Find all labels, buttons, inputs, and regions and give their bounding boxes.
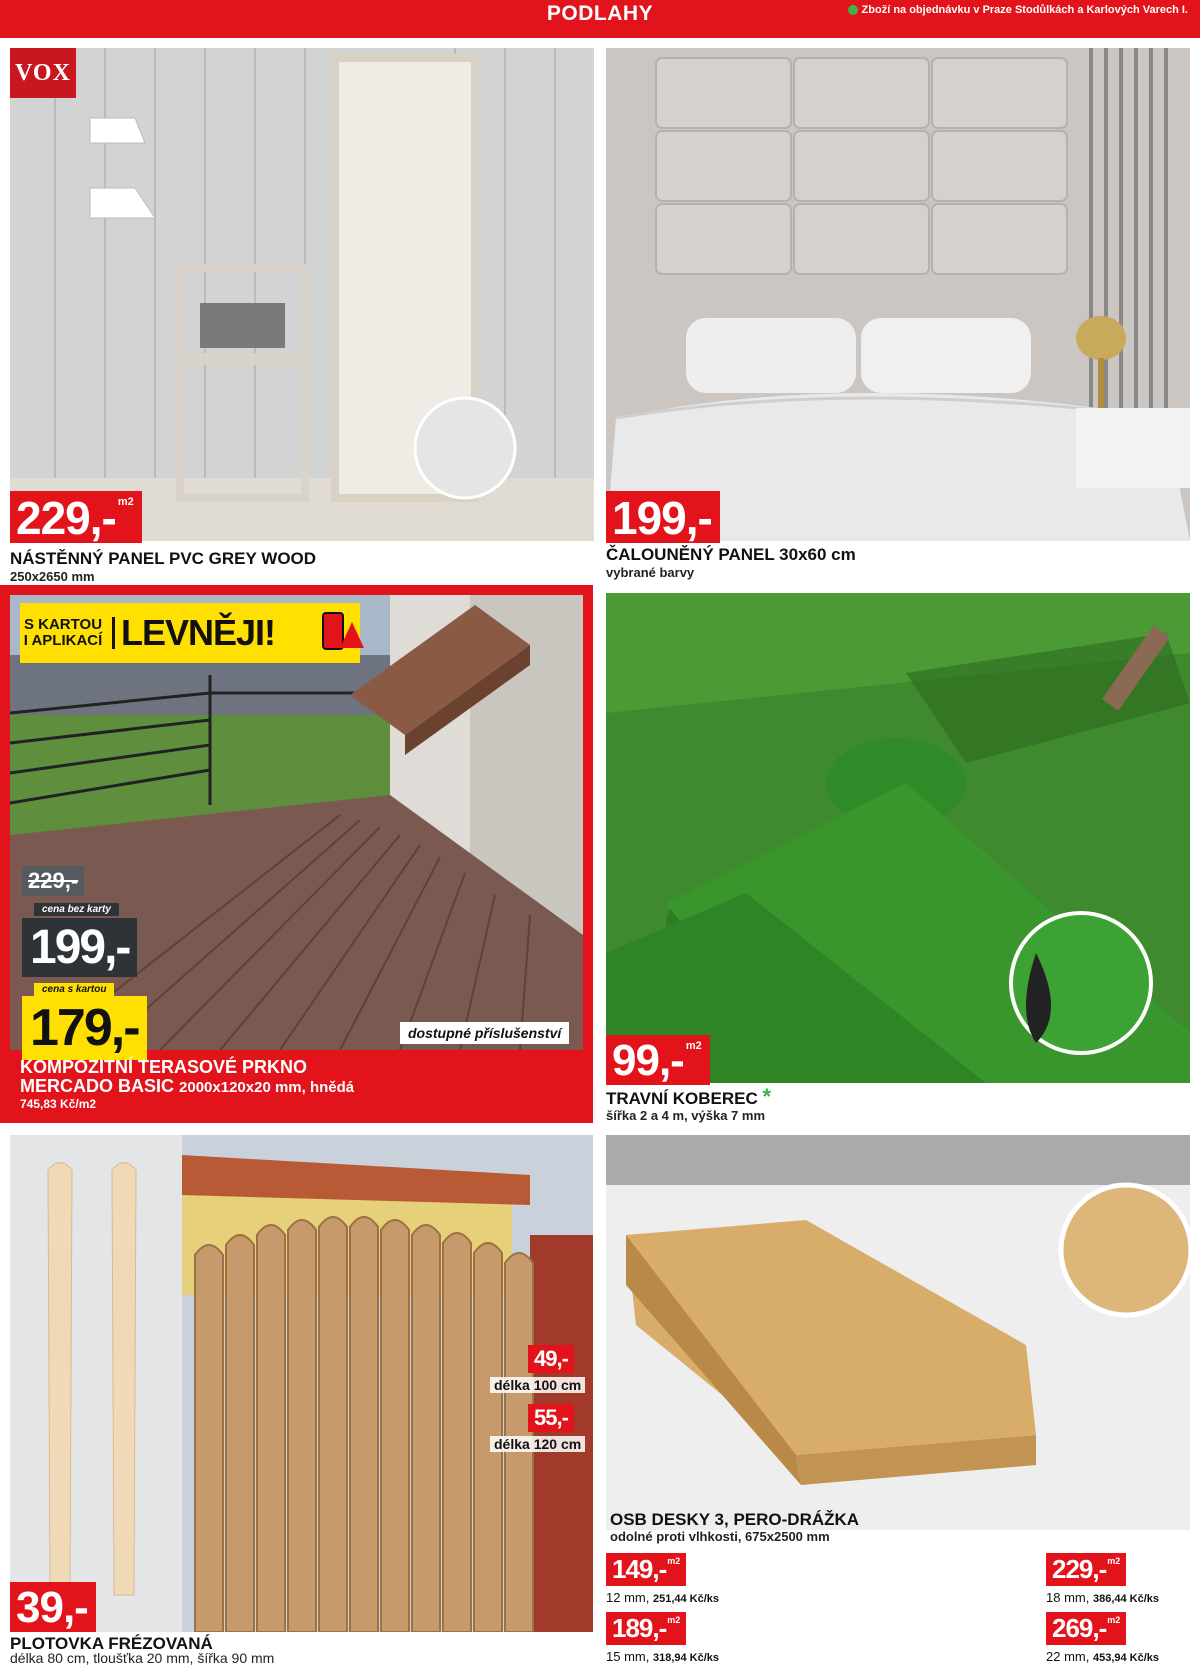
card-discount-banner: [20, 603, 360, 663]
banner-right-text: LEVNĚJI!: [121, 612, 276, 653]
label-card: cena s kartou: [34, 983, 114, 996]
pvc-panel-price: 229,- m2: [10, 491, 142, 543]
fence-length-100: délka 100 cm: [490, 1377, 585, 1393]
star-icon: *: [762, 1084, 772, 1109]
osb-price-22mm: 269,- m2: [1046, 1612, 1126, 1645]
decking-unit-price: 745,83 Kč/m2: [20, 1097, 97, 1111]
osb-board-illustration: [606, 1135, 1190, 1530]
grass-carpet-price: 99,- m2: [606, 1035, 710, 1085]
decking-title: KOMPOZITNÍ TERASOVÉ PRKNO MERCADO BASIC 2000x120x20 mm, hnědá: [20, 1057, 355, 1096]
label-no-card: cena bez karty: [34, 903, 119, 916]
grass-carpet-title: TRAVNÍ KOBEREC *: [606, 1084, 772, 1109]
logo-a-icon: [340, 622, 364, 648]
osb-spec-22mm: 22 mm, 453,94 Kč/ks: [1046, 1649, 1160, 1664]
pvc-panel-image: [10, 48, 594, 541]
osb-price-18mm: 229,- m2: [1046, 1553, 1126, 1586]
fence-price-100: 49,-: [528, 1345, 574, 1373]
decking-image: [10, 595, 583, 1050]
grass-carpet-illustration: [606, 593, 1190, 1083]
vox-logo: VOX: [10, 48, 76, 98]
page-title: PODLAHY: [546, 2, 654, 25]
upholstered-panel-price: 199,-: [606, 491, 720, 543]
fence-price-120: 55,-: [528, 1404, 574, 1432]
osb-board-image: [606, 1135, 1190, 1530]
osb-spec-12mm: 12 mm, 251,44 Kč/ks: [606, 1590, 720, 1605]
price-no-card: 199,-: [22, 918, 137, 977]
grass-carpet-image: [606, 593, 1190, 1083]
accessory-note: dostupné příslušenství: [400, 1022, 569, 1044]
osb-price-15mm: 189,- m2: [606, 1612, 686, 1645]
page-header: [0, 0, 1200, 38]
fence-length-120: délka 120 cm: [490, 1436, 585, 1452]
header-note: [848, 4, 1188, 16]
old-price: 229,-: [22, 866, 84, 896]
fence-board-title: PLOTOVKA FRÉZOVANÁ: [10, 1634, 213, 1653]
upholstered-panel-illustration: [606, 48, 1190, 541]
pvc-panel-illustration: [10, 48, 594, 541]
pvc-panel-title: NÁSTĚNNÝ PANEL PVC GREY WOOD: [10, 549, 317, 568]
pvc-panel-sub: 250x2650 mm: [10, 569, 95, 584]
fence-board-price: 39,-: [10, 1582, 96, 1632]
header-note-text: Zboží na objednávku v Praze Stodůlkách a Karlových Varech I.: [861, 4, 1188, 16]
upholstered-panel-title: ČALOUNĚNÝ PANEL 30x60 cm: [606, 545, 856, 564]
fence-board-sub: délka 80 cm, tloušťka 20 mm, šířka 90 mm: [10, 1650, 275, 1666]
osb-spec-18mm: 18 mm, 386,44 Kč/ks: [1046, 1590, 1160, 1605]
osb-board-sub: odolné proti vlhkosti, 675x2500 mm: [610, 1529, 830, 1544]
upholstered-panel-image: [606, 48, 1190, 541]
banner-left-text: S KARTOU I APLIKACÍ: [20, 617, 115, 649]
osb-spec-15mm: 15 mm, 318,94 Kč/ks: [606, 1649, 720, 1664]
decking-illustration: [10, 595, 583, 1050]
upholstered-panel-sub: vybrané barvy: [606, 565, 695, 580]
price-card: 179,-: [22, 996, 147, 1060]
osb-board-title: OSB DESKY 3, PERO-DRÁŽKA: [610, 1510, 860, 1529]
grass-carpet-sub: šířka 2 a 4 m, výška 7 mm: [606, 1108, 766, 1123]
green-dot-icon: [848, 5, 858, 15]
osb-price-12mm: 149,- m2: [606, 1553, 686, 1586]
